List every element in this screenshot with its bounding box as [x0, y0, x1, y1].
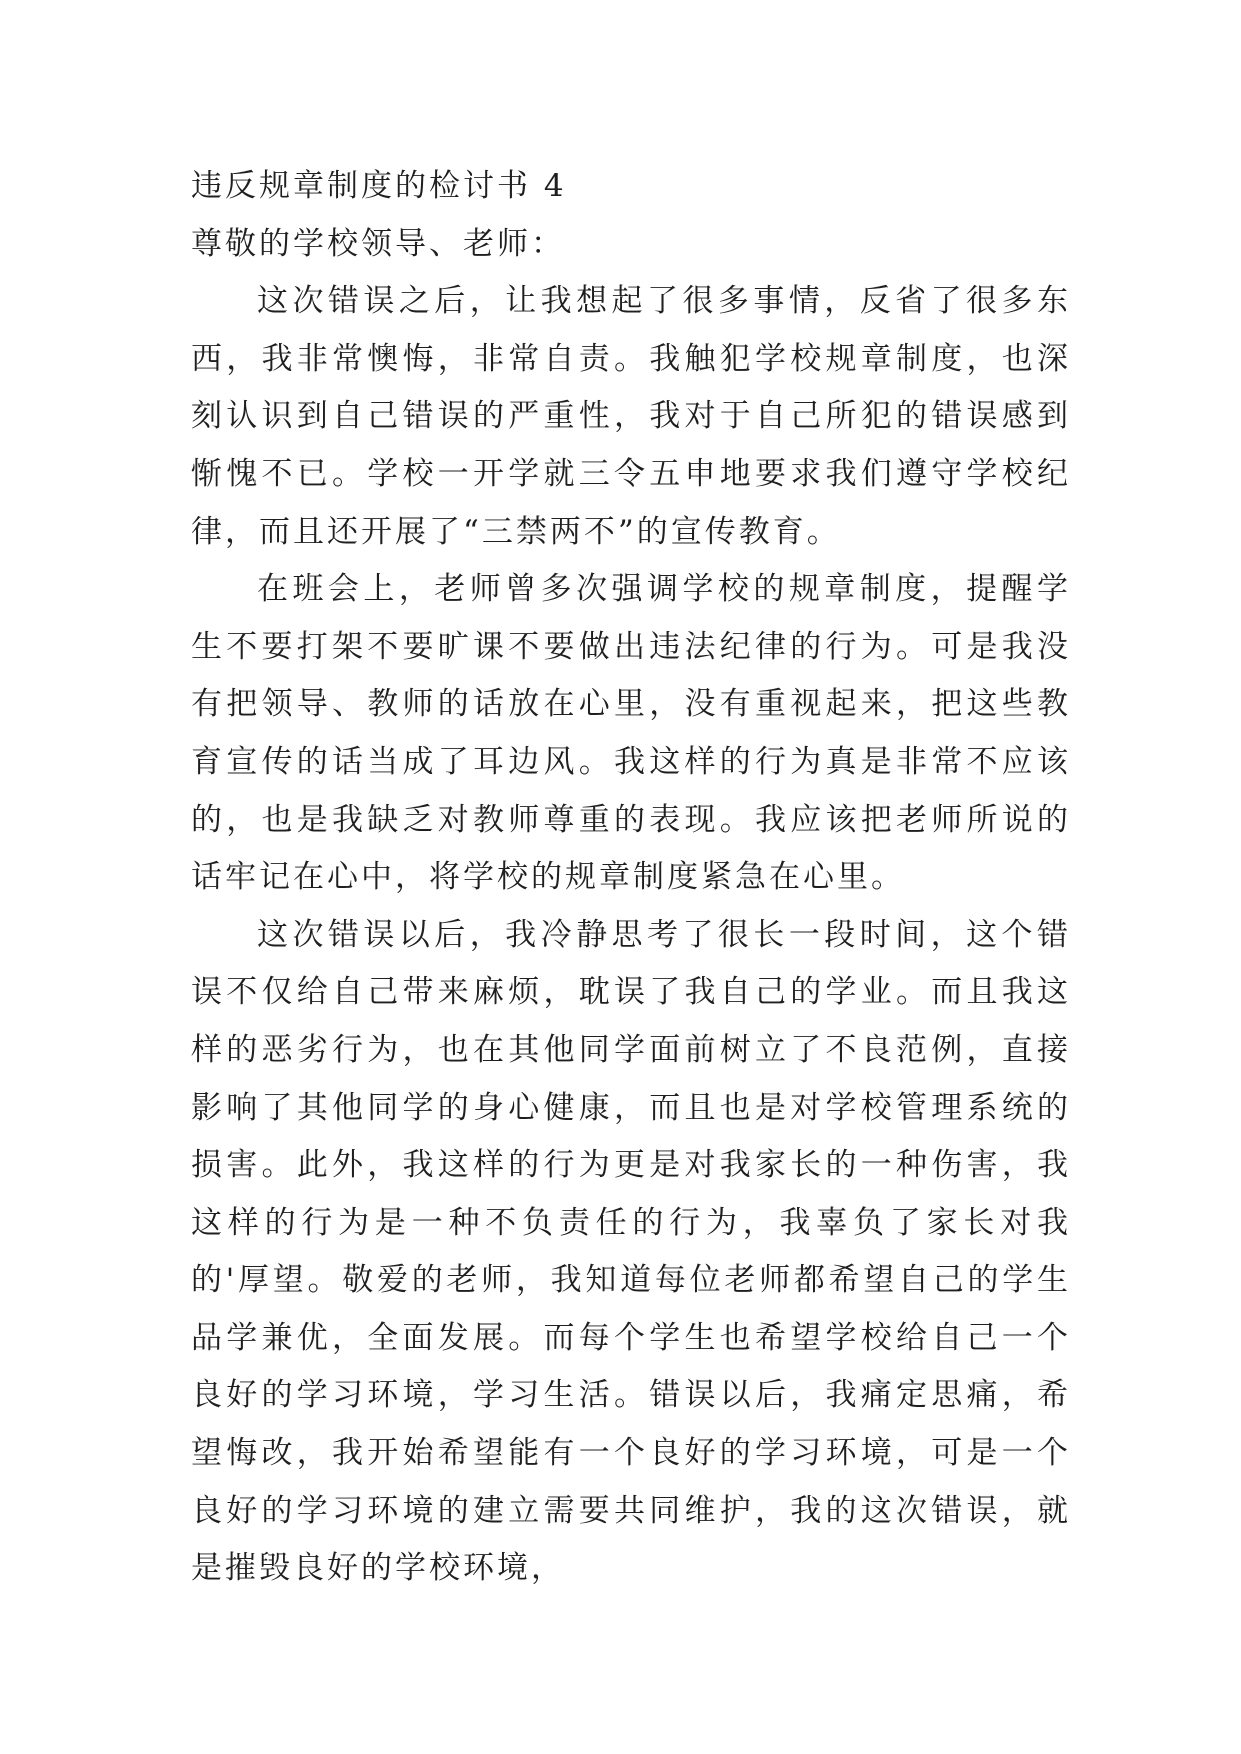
paragraph-1: 这次错误之后，让我想起了很多事情，反省了很多东西，我非常懊悔，非常自责。我触犯学校规章制度，也深刻认识到自己错误的严重性，我对于自己所犯的错误感到惭愧不已。学校一开学就三令五申地要求我们遵守学校纪律，而且还开展了“三禁两不”的宣传教育。 — [191, 283, 1071, 550]
paragraph-3: 这次错误以后，我冷静思考了很长一段时间，这个错误不仅给自己带来麻烦，耽误了我自己的学业。而且我这样的恶劣行为，也在其他同学面前树立了不良范例，直接影响了其他同学的身心健康，而且也是对学校管理系统的损害。此外，我这样的行为更是对我家长的一种伤害，我这样的行为是一种不负责任的行为，我辜负了家长对我的'厚望。敬爱的老师，我知道每位老师都希望自己的学生品学兼优，全面发展。而每个学生也希望学校给自己一个良好的学习环境，学习生活。错误以后，我痛定思痛，希望悔改，我开始希望能有一个良好的学习环境，可是一个良好的学习环境的建立需要共同维护，我的这次错误，就是摧毁良好的学校环境， — [191, 916, 1071, 1587]
greeting-line: 尊敬的学校领导、老师： — [191, 225, 565, 262]
paragraph-2: 在班会上，老师曾多次强调学校的规章制度，提醒学生不要打架不要旷课不要做出违法纪律的行为。可是我没有把领导、教师的话放在心里，没有重视起来，把这些教育宣传的话当成了耳边风。我这样的行为真是非常不应该的，也是我缺乏对教师尊重的表现。我应该把老师所说的话牢记在心中，将学校的规章制度紧急在心里。 — [191, 571, 1071, 896]
document-title: 违反规章制度的检讨书 4 — [191, 168, 567, 204]
document-body — [191, 158, 1071, 1598]
